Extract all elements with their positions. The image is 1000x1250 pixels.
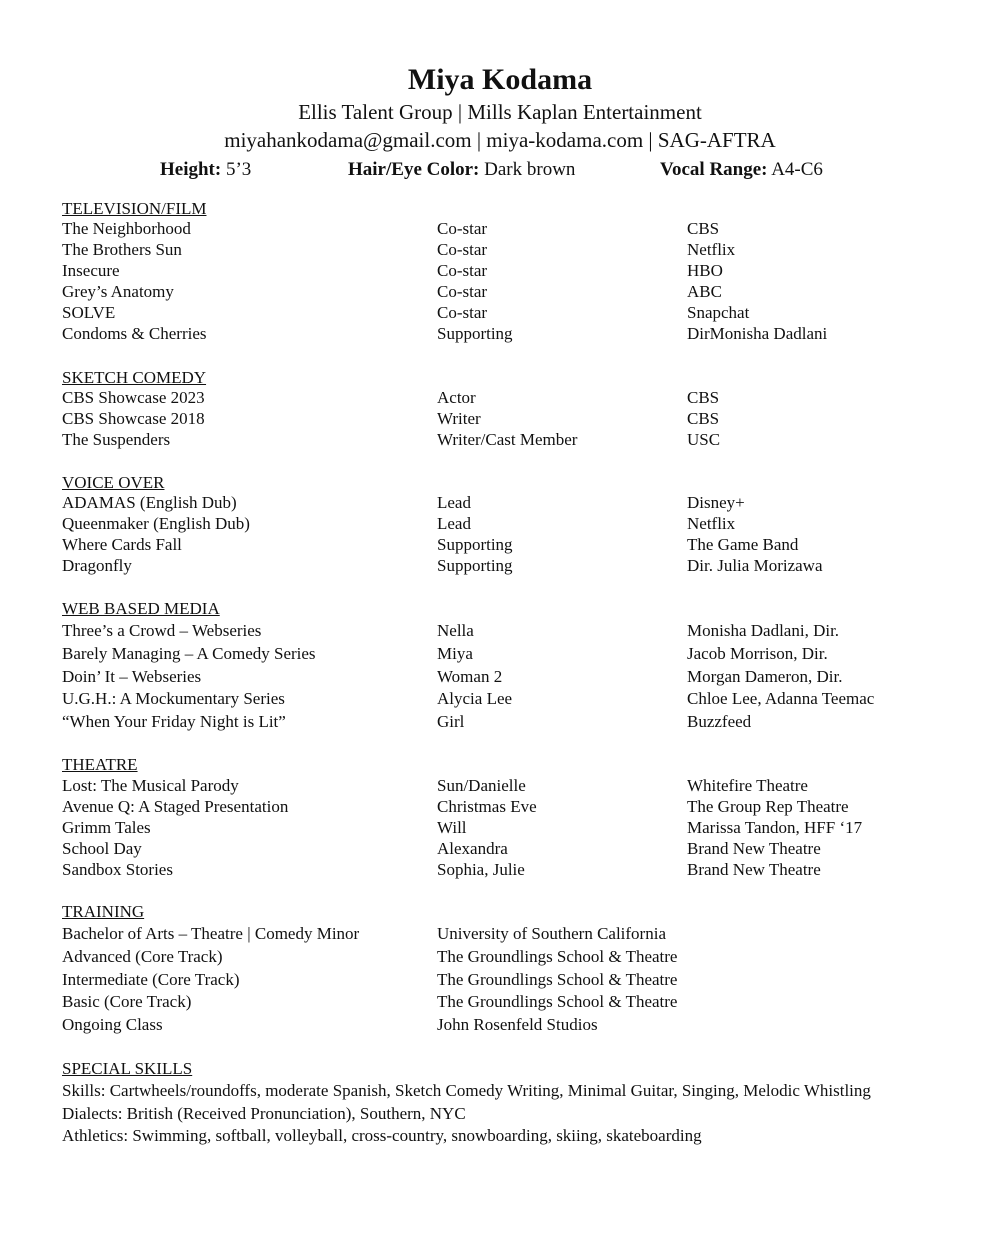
training-program: Basic (Core Track) (62, 992, 192, 1011)
credit-role: Girl (437, 712, 465, 731)
credit-title: Where Cards Fall (62, 535, 182, 554)
dialects-line: Dialects: British (Received Pronunciation), Southern, NYC (62, 1104, 466, 1123)
credit-title: “When Your Friday Night is Lit” (62, 712, 286, 731)
credit-row (0, 817, 1000, 838)
credit-title: The Brothers Sun (62, 240, 182, 259)
credit-role: Lead (437, 514, 471, 533)
actor-name: Miya Kodama (407, 63, 593, 96)
credit-role: Lead (437, 493, 471, 512)
credit-role: Co-star (437, 261, 488, 280)
hair-eye-stat (348, 158, 575, 182)
credit-row (0, 534, 1000, 555)
credit-title: Sandbox Stories (62, 860, 173, 879)
credit-venue: The Group Rep Theatre (687, 797, 849, 816)
skills-line: Skills: Cartwheels/roundoffs, moderate Spanish, Sketch Comedy Writing, Minimal Guitar, Singing, Melodic Whistling (62, 1081, 871, 1100)
credit-role: Woman 2 (437, 667, 503, 686)
theatre-heading: THEATRE (62, 755, 138, 774)
training-row (0, 969, 1000, 990)
credit-role: Alycia Lee (437, 689, 513, 708)
credit-role: Supporting (437, 324, 513, 343)
credit-role: Supporting (437, 535, 513, 554)
credit-role: Nella (437, 621, 474, 640)
athletics-line: Athletics: Swimming, softball, volleyball, cross-country, snowboarding, skiing, skateboarding (62, 1126, 702, 1145)
credit-venue: Dir. Julia Morizawa (687, 556, 823, 575)
credit-venue: ABC (687, 282, 722, 301)
credit-role: Writer (437, 409, 481, 428)
resume-header (0, 62, 1000, 154)
credit-title: School Day (62, 839, 142, 858)
credit-title: Doin’ It – Webseries (62, 667, 202, 686)
credit-role: Sophia, Julie (437, 860, 525, 879)
training-row (0, 1014, 1000, 1035)
training-school: University of Southern California (437, 924, 666, 943)
contact-line: miyahankodama@gmail.com | miya-kodama.com | SAG-AFTRA (224, 128, 776, 152)
credit-role: Supporting (437, 556, 513, 575)
training-program: Advanced (Core Track) (62, 947, 223, 966)
credit-venue: Snapchat (687, 303, 750, 322)
credit-title: CBS Showcase 2018 (62, 409, 205, 428)
credit-venue: DirMonisha Dadlani (687, 324, 828, 343)
credit-venue: Brand New Theatre (687, 860, 821, 879)
sketch-comedy-heading: SKETCH COMEDY (62, 368, 207, 387)
credit-row (0, 513, 1000, 534)
height-label: Height: (160, 159, 222, 180)
credit-title: CBS Showcase 2023 (62, 388, 205, 407)
credit-venue: Brand New Theatre (687, 839, 821, 858)
credit-role: Miya (437, 644, 473, 663)
credit-role: Will (437, 818, 467, 837)
credit-role: Co-star (437, 303, 488, 322)
credit-venue: Marissa Tandon, HFF ‘17 (687, 818, 863, 837)
credit-row (0, 239, 1000, 260)
credit-title: Grey’s Anatomy (62, 282, 174, 301)
credit-title: Avenue Q: A Staged Presentation (62, 797, 289, 816)
credit-row (0, 302, 1000, 323)
training-program: Intermediate (Core Track) (62, 970, 240, 989)
credit-venue: Monisha Dadlani, Dir. (687, 621, 840, 640)
credit-title: The Neighborhood (62, 219, 191, 238)
credit-row (0, 281, 1000, 302)
credit-title: Three’s a Crowd – Webseries (62, 621, 262, 640)
vocal-range-stat (660, 158, 823, 182)
training-school: The Groundlings School & Theatre (437, 947, 678, 966)
training-row (0, 923, 1000, 944)
agencies-line: Ellis Talent Group | Mills Kaplan Entertainment (298, 100, 702, 124)
credit-row (0, 429, 1000, 450)
credit-role: Co-star (437, 219, 488, 238)
credit-venue: Disney+ (687, 493, 745, 512)
credit-title: Barely Managing – A Comedy Series (62, 644, 316, 663)
credit-title: Grimm Tales (62, 818, 151, 837)
training-program: Bachelor of Arts – Theatre | Comedy Minor (62, 924, 360, 943)
training-program: Ongoing Class (62, 1015, 163, 1034)
credit-title: U.G.H.: A Mockumentary Series (62, 689, 285, 708)
credit-row (0, 711, 1000, 732)
credit-title: Condoms & Cherries (62, 324, 207, 343)
credit-row (0, 492, 1000, 513)
credit-venue: Buzzfeed (687, 712, 752, 731)
vocal-range-label: Vocal Range: (660, 159, 768, 180)
credit-title: Lost: The Musical Parody (62, 776, 239, 795)
training-row (0, 946, 1000, 967)
training-school: The Groundlings School & Theatre (437, 970, 678, 989)
credit-row (0, 387, 1000, 408)
credit-venue: CBS (687, 409, 720, 428)
credit-role: Actor (437, 388, 476, 407)
training-heading: TRAINING (62, 902, 145, 921)
credit-venue: The Game Band (687, 535, 799, 554)
training-school: The Groundlings School & Theatre (437, 992, 678, 1011)
vocal-range-value: A4-C6 (771, 159, 823, 180)
credit-venue: USC (687, 430, 721, 449)
credit-venue: Whitefire Theatre (687, 776, 808, 795)
credit-role: Sun/Danielle (437, 776, 526, 795)
credit-title: Dragonfly (62, 556, 132, 575)
training-row (0, 991, 1000, 1012)
credit-venue: HBO (687, 261, 723, 280)
credit-row (0, 260, 1000, 281)
credit-role: Christmas Eve (437, 797, 537, 816)
credit-role: Alexandra (437, 839, 508, 858)
credit-role: Co-star (437, 282, 488, 301)
height-stat (160, 158, 251, 182)
height-value: 5’3 (225, 159, 252, 180)
tv-film-heading: TELEVISION/FILM (62, 199, 207, 218)
credit-row (0, 838, 1000, 859)
credit-role: Co-star (437, 240, 488, 259)
credit-title: Insecure (62, 261, 120, 280)
credit-venue: Netflix (687, 514, 736, 533)
credit-row (0, 323, 1000, 344)
credit-venue: Morgan Dameron, Dir. (687, 667, 843, 686)
credit-venue: Jacob Morrison, Dir. (687, 644, 828, 663)
credit-title: The Suspenders (62, 430, 171, 449)
credit-venue: CBS (687, 388, 720, 407)
training-school: John Rosenfeld Studios (437, 1015, 598, 1034)
credit-venue: CBS (687, 219, 720, 238)
credit-row (0, 218, 1000, 239)
credit-role: Writer/Cast Member (437, 430, 578, 449)
credit-row (0, 859, 1000, 880)
credit-row (0, 408, 1000, 429)
credit-title: Queenmaker (English Dub) (62, 514, 250, 533)
hair-eye-value: Dark brown (484, 159, 576, 180)
credit-row (0, 688, 1000, 709)
hair-eye-label: Hair/Eye Color: (348, 159, 480, 180)
special-skills-heading: SPECIAL SKILLS (62, 1059, 193, 1078)
web-media-heading: WEB BASED MEDIA (62, 599, 220, 618)
credit-row (0, 620, 1000, 641)
credit-row (0, 775, 1000, 796)
credit-row (0, 555, 1000, 576)
voice-over-heading: VOICE OVER (62, 473, 165, 492)
credit-title: SOLVE (62, 303, 116, 322)
credit-row (0, 643, 1000, 664)
credit-row (0, 796, 1000, 817)
credit-venue: Chloe Lee, Adanna Teemac (687, 689, 875, 708)
credit-row (0, 666, 1000, 687)
credit-venue: Netflix (687, 240, 736, 259)
credit-title: ADAMAS (English Dub) (62, 493, 237, 512)
